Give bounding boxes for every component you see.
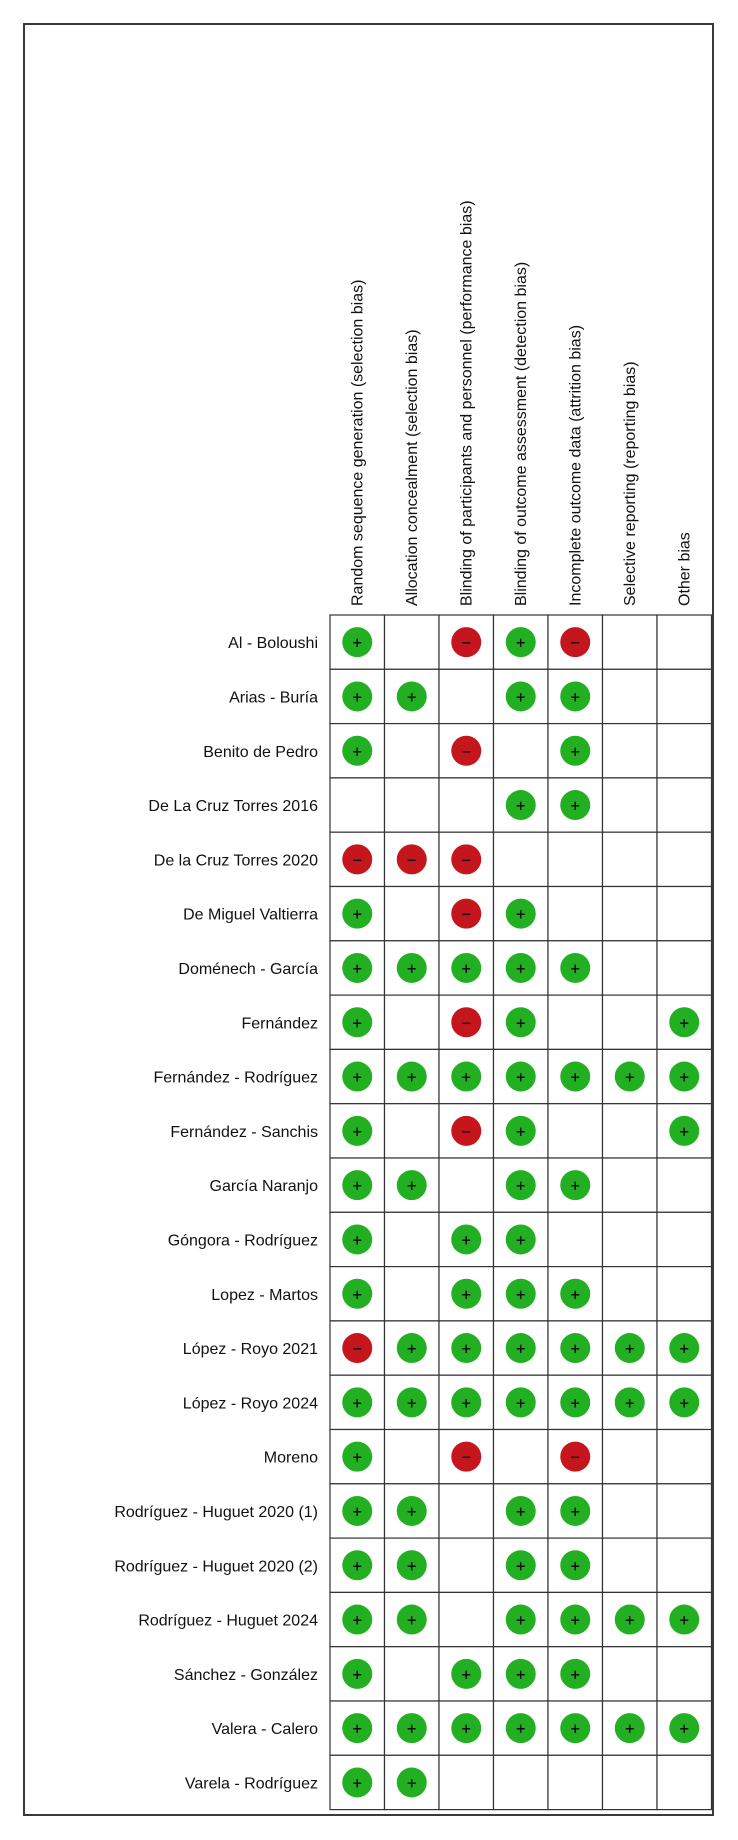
study-label: López - Royo 2024 [182, 1395, 318, 1413]
grid-cell [330, 778, 385, 832]
study-label: Fernández - Sanchis [170, 1123, 318, 1141]
low-risk-symbol: + [460, 1342, 472, 1358]
grid-cell [603, 1647, 658, 1701]
low-risk-symbol: + [678, 1070, 690, 1086]
study-label: Lopez - Martos [211, 1286, 318, 1304]
grid-cell [385, 1212, 440, 1266]
study-label: Rodríguez - Huguet 2020 (2) [114, 1558, 318, 1576]
low-risk-symbol: + [351, 1016, 363, 1032]
low-risk-symbol: + [515, 1287, 527, 1303]
low-risk-symbol: + [569, 1342, 581, 1358]
judgment-grid [330, 615, 712, 1810]
grid-cell [439, 1592, 494, 1646]
grid-cell [657, 941, 712, 995]
low-risk-symbol: + [569, 1667, 581, 1683]
low-risk-symbol: + [351, 1233, 363, 1249]
low-risk-symbol: + [515, 1396, 527, 1412]
low-risk-symbol: + [515, 636, 527, 652]
domain-header-5: Incomplete outcome data (attrition bias) [567, 324, 585, 606]
grid-cell [657, 1212, 712, 1266]
low-risk-symbol: + [351, 744, 363, 760]
low-risk-symbol: + [515, 1722, 527, 1738]
low-risk-symbol: + [351, 690, 363, 706]
study-label: Valera - Calero [211, 1721, 318, 1739]
low-risk-symbol: + [460, 1722, 472, 1738]
grid-cell [494, 832, 549, 886]
grid-cell [657, 724, 712, 778]
study-label: De La Cruz Torres 2016 [148, 798, 318, 816]
low-risk-symbol: + [406, 1776, 418, 1792]
study-label: Benito de Pedro [203, 743, 318, 761]
low-risk-symbol: + [351, 1070, 363, 1086]
grid-cell [657, 1484, 712, 1538]
grid-cell [385, 1647, 440, 1701]
study-label: Fernández - Rodríguez [153, 1069, 318, 1087]
grid-cell [603, 1158, 658, 1212]
study-label: Al - Boloushi [228, 635, 318, 653]
low-risk-symbol: + [406, 1179, 418, 1195]
low-risk-symbol: + [351, 1124, 363, 1140]
low-risk-symbol: + [569, 1559, 581, 1575]
low-risk-symbol: + [460, 1396, 472, 1412]
low-risk-symbol: + [624, 1342, 636, 1358]
grid-cell [657, 887, 712, 941]
low-risk-symbol: + [515, 1613, 527, 1629]
low-risk-symbol: + [515, 690, 527, 706]
low-risk-symbol: + [351, 1722, 363, 1738]
study-label: Varela - Rodríguez [184, 1775, 318, 1793]
grid-cell [657, 778, 712, 832]
low-risk-symbol: + [515, 961, 527, 977]
study-label: Góngora - Rodríguez [167, 1232, 318, 1250]
low-risk-symbol: + [406, 961, 418, 977]
study-label: Rodríguez - Huguet 2024 [138, 1612, 318, 1630]
grid-cell [439, 1484, 494, 1538]
low-risk-symbol: + [351, 1179, 363, 1195]
grid-cell [603, 1104, 658, 1158]
grid-cell [603, 941, 658, 995]
low-risk-symbol: + [460, 1287, 472, 1303]
low-risk-symbol: + [406, 690, 418, 706]
low-risk-symbol: + [515, 799, 527, 815]
grid-cell [385, 724, 440, 778]
grid-cell [657, 615, 712, 669]
grid-cell [657, 669, 712, 723]
grid-cell [603, 1538, 658, 1592]
grid-cell [603, 778, 658, 832]
low-risk-symbol: + [406, 1613, 418, 1629]
grid-cell [603, 669, 658, 723]
low-risk-symbol: + [351, 636, 363, 652]
low-risk-symbol: + [569, 1070, 581, 1086]
study-label: De Miguel Valtierra [183, 906, 318, 924]
low-risk-symbol: + [678, 1342, 690, 1358]
low-risk-symbol: + [515, 1504, 527, 1520]
low-risk-symbol: + [515, 1233, 527, 1249]
low-risk-symbol: + [678, 1396, 690, 1412]
high-risk-symbol: − [351, 1342, 363, 1358]
high-risk-symbol: − [460, 1450, 472, 1466]
low-risk-symbol: + [460, 1070, 472, 1086]
low-risk-symbol: + [351, 1776, 363, 1792]
low-risk-symbol: + [569, 1287, 581, 1303]
low-risk-symbol: + [351, 1559, 363, 1575]
high-risk-symbol: − [460, 1016, 472, 1032]
grid-cell [657, 1430, 712, 1484]
grid-cell [603, 1430, 658, 1484]
low-risk-symbol: + [569, 961, 581, 977]
low-risk-symbol: + [678, 1124, 690, 1140]
low-risk-symbol: + [569, 1613, 581, 1629]
high-risk-symbol: − [569, 1450, 581, 1466]
low-risk-symbol: + [569, 799, 581, 815]
grid-cell [603, 832, 658, 886]
domain-header-4: Blinding of outcome assessment (detection bias) [512, 261, 530, 606]
grid-cell [439, 669, 494, 723]
low-risk-symbol: + [351, 961, 363, 977]
grid-cell [603, 724, 658, 778]
low-risk-symbol: + [351, 1450, 363, 1466]
domain-headers [349, 200, 693, 606]
domain-header-7: Other bias [676, 532, 694, 606]
grid-cell [385, 615, 440, 669]
low-risk-symbol: + [351, 1396, 363, 1412]
grid-cell [385, 778, 440, 832]
grid-cell [603, 995, 658, 1049]
low-risk-symbol: + [351, 1287, 363, 1303]
low-risk-symbol: + [624, 1396, 636, 1412]
grid-cell [548, 1104, 603, 1158]
grid-cell [657, 1538, 712, 1592]
grid-cell [603, 615, 658, 669]
low-risk-symbol: + [406, 1342, 418, 1358]
low-risk-symbol: + [678, 1613, 690, 1629]
grid-cell [385, 1104, 440, 1158]
high-risk-symbol: − [351, 853, 363, 869]
grid-cell [603, 1755, 658, 1809]
low-risk-symbol: + [406, 1722, 418, 1738]
study-label: De la Cruz Torres 2020 [153, 852, 318, 870]
high-risk-symbol: − [406, 853, 418, 869]
grid-cell [657, 1267, 712, 1321]
study-label: Sánchez - González [173, 1666, 318, 1684]
low-risk-symbol: + [569, 1396, 581, 1412]
grid-cell [494, 1755, 549, 1809]
low-risk-symbol: + [515, 1016, 527, 1032]
grid-cell [439, 1755, 494, 1809]
low-risk-symbol: + [515, 1342, 527, 1358]
study-label: López - Royo 2021 [182, 1341, 318, 1359]
low-risk-symbol: + [351, 1504, 363, 1520]
study-label: Fernández [241, 1015, 318, 1033]
low-risk-symbol: + [569, 1179, 581, 1195]
study-labels [114, 635, 318, 1792]
grid-cell [548, 887, 603, 941]
high-risk-symbol: − [460, 1124, 472, 1140]
low-risk-symbol: + [406, 1070, 418, 1086]
low-risk-symbol: + [351, 1667, 363, 1683]
high-risk-symbol: − [460, 744, 472, 760]
grid-cell [657, 1755, 712, 1809]
low-risk-symbol: + [515, 1667, 527, 1683]
grid-cell [548, 1755, 603, 1809]
study-label: Doménech - García [178, 960, 318, 978]
low-risk-symbol: + [515, 907, 527, 923]
low-risk-symbol: + [678, 1016, 690, 1032]
grid-cell [657, 1647, 712, 1701]
low-risk-symbol: + [569, 1722, 581, 1738]
high-risk-symbol: − [460, 853, 472, 869]
low-risk-symbol: + [515, 1179, 527, 1195]
grid-cell [548, 1212, 603, 1266]
grid-cell [439, 1158, 494, 1212]
grid-cell [385, 995, 440, 1049]
low-risk-symbol: + [406, 1396, 418, 1412]
grid-cell [385, 1267, 440, 1321]
low-risk-symbol: + [624, 1722, 636, 1738]
grid-cell [548, 832, 603, 886]
domain-header-6: Selective reporting (reporting bias) [621, 361, 639, 606]
low-risk-symbol: + [569, 1504, 581, 1520]
domain-header-3: Blinding of participants and personnel (performance bias) [458, 200, 476, 606]
low-risk-symbol: + [624, 1613, 636, 1629]
low-risk-symbol: + [351, 907, 363, 923]
grid-cell [657, 832, 712, 886]
low-risk-symbol: + [460, 1233, 472, 1249]
low-risk-symbol: + [460, 961, 472, 977]
grid-cell [385, 887, 440, 941]
low-risk-symbol: + [515, 1070, 527, 1086]
low-risk-symbol: + [569, 744, 581, 760]
study-label: Rodríguez - Huguet 2020 (1) [114, 1503, 318, 1521]
low-risk-symbol: + [515, 1124, 527, 1140]
grid-cell [603, 1484, 658, 1538]
domain-header-1: Random sequence generation (selection bias) [349, 279, 367, 606]
grid-cell [439, 778, 494, 832]
low-risk-symbol: + [678, 1722, 690, 1738]
study-label: García Naranjo [209, 1178, 318, 1196]
grid-cell [603, 887, 658, 941]
grid-cell [548, 995, 603, 1049]
grid-cell [439, 1538, 494, 1592]
study-label: Arias - Buría [229, 689, 318, 707]
low-risk-symbol: + [569, 690, 581, 706]
low-risk-symbol: + [351, 1613, 363, 1629]
grid-cell [494, 724, 549, 778]
low-risk-symbol: + [460, 1667, 472, 1683]
domain-header-2: Allocation concealment (selection bias) [403, 329, 421, 606]
low-risk-symbol: + [515, 1559, 527, 1575]
grid-cell [603, 1212, 658, 1266]
low-risk-symbol: + [406, 1559, 418, 1575]
grid-cell [385, 1430, 440, 1484]
high-risk-symbol: − [460, 636, 472, 652]
grid-cell [603, 1267, 658, 1321]
grid-cell [657, 1158, 712, 1212]
low-risk-symbol: + [406, 1504, 418, 1520]
low-risk-symbol: + [624, 1070, 636, 1086]
study-label: Moreno [263, 1449, 318, 1467]
grid-cell [494, 1430, 549, 1484]
high-risk-symbol: − [460, 907, 472, 923]
high-risk-symbol: − [569, 636, 581, 652]
